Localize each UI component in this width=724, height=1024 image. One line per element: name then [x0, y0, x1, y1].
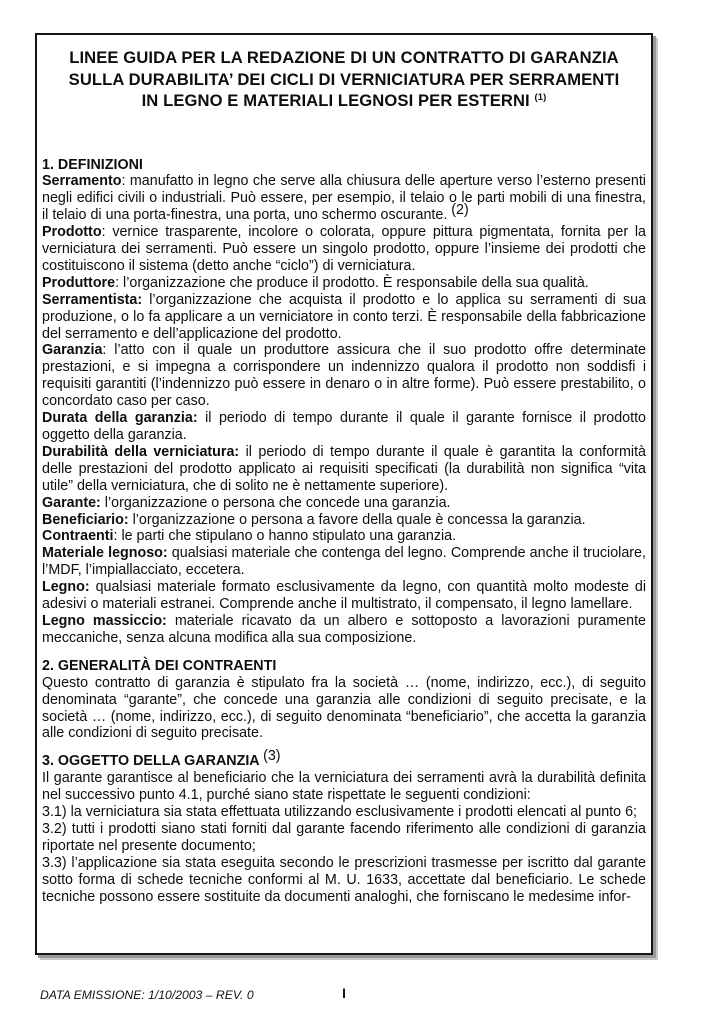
definition-paragraph [42, 224, 646, 275]
definition-term: Serramentista: [42, 291, 143, 308]
definition-paragraph [42, 275, 646, 292]
definition-term: Durabilità della verniciatura: [42, 443, 240, 460]
section-2-heading: 2. GENERALITÀ DEI CONTRAENTI [42, 657, 277, 674]
definition-text: : l’organizzazione che produce il prodotto. È responsabile della sua qualità. [115, 274, 589, 291]
definition-term: Beneficiario: [42, 511, 129, 528]
definition-text: l’organizzazione o persona che concede una garanzia. [100, 494, 451, 511]
definition-paragraph [42, 410, 646, 444]
definition-paragraph [42, 528, 646, 545]
definition-paragraph [42, 512, 646, 529]
definition-paragraph [42, 495, 646, 512]
section-1-heading: 1. DEFINIZIONI [42, 156, 143, 173]
definition-paragraph [42, 292, 646, 343]
footnote-ref-1: (1) [534, 92, 547, 103]
section-3-heading-text: 3. OGGETTO DELLA GARANZIA [42, 753, 260, 770]
definition-term: Materiale legnoso: [42, 545, 168, 562]
footnote-ref-2: (2) [451, 202, 469, 219]
section-3-paragraphs [42, 770, 646, 905]
definition-text: qualsiasi materiale che contenga del legno. Comprende anche il truciolare, l’MDF, l’impiallacciato, eccetera. [42, 545, 646, 579]
document-frame [35, 33, 653, 955]
definition-term: Garante: [42, 494, 101, 511]
definition-text: il periodo di tempo durante il quale è garantita la conformità delle prestazioni del prodotto applicato ai requisiti specificati (la durabilità non significa “vita utile” della verniciatura, che di solito ne è nettamente superiore). [42, 443, 646, 494]
footer-page-number: I [342, 986, 346, 1001]
definition-term: Legno massiccio: [42, 612, 167, 629]
definition-term: Legno: [42, 579, 90, 596]
title-line-1: LINEE GUIDA PER LA REDAZIONE DI UN CONTRATTO DI GARANZIA [69, 48, 619, 67]
definition-term: Serramento [42, 173, 122, 190]
definition-paragraph [42, 444, 646, 495]
definition-text: : vernice trasparente, incolore o colorata, oppure pittura pigmentata, fornita per la verniciatura dei serramenti. Può essere un singolo prodotto, oppure l’insieme dei prodotti che costituiscono il sistema (detto anche “ciclo”) di verniciatura. [42, 224, 646, 274]
section-3-heading [42, 748, 646, 770]
section-3-paragraph: 3.1) la verniciatura sia stata effettuata utilizzando esclusivamente i prodotti elencati al punto 6; [42, 804, 637, 821]
definition-text: qualsiasi materiale formato esclusivamente da legno, con quantità molto modeste di adesivi o materiali estranei. Comprende anche il multistrato, il compensato, il legno lamellare. [42, 579, 646, 613]
title-line-3-text: IN LEGNO E MATERIALI LEGNOSI PER ESTERNI [141, 91, 530, 110]
definition-term: Contraenti [42, 528, 114, 545]
definition-term: Produttore [42, 274, 116, 291]
footnote-ref-3: (3) [263, 748, 281, 765]
definitions-list [42, 173, 646, 646]
definition-paragraph [42, 173, 646, 224]
section-3-paragraph: Il garante garantisce al beneficiario che la verniciatura dei serramenti avrà la durabilità definita nel successivo punto 4.1, purché siano state rispettate le seguenti condizioni: [42, 770, 646, 804]
definition-term: Garanzia [42, 342, 103, 359]
definition-text: il periodo di tempo durante il quale il garante fornisce il prodotto oggetto della garanzia. [42, 410, 646, 443]
footer-emission-date: DATA EMISSIONE: 1/10/2003 – REV. 0 [40, 988, 254, 1002]
definition-text: : l’atto con il quale un produttore assicura che il suo prodotto offre determinate prestazioni, e si impegna a corrispondere un indennizzo qualora il prodotto non soddisfi i requisiti garantiti (l’indennizzo può essere in denaro o in altre forme). Può essere prestabilito, o concordato caso per caso. [42, 342, 646, 410]
definition-term: Prodotto [42, 224, 102, 241]
definition-paragraph [42, 613, 646, 647]
definition-text: materiale ricavato da un albero e sottoposto a lavorazioni puramente meccaniche, senza alcuna modifica alla sua composizione. [42, 612, 646, 646]
definition-text: : le parti che stipulano o hanno stipulato una garanzia. [113, 528, 457, 545]
definition-paragraph [42, 545, 646, 579]
document-title [42, 47, 646, 115]
section-2-paragraph: Questo contratto di garanzia è stipulato fra la società … (nome, indirizzo, ecc.), di seguito denominata “garante”, che concede una garanzia alle condizioni di seguito precisate, e la società … (nome, indirizzo, ecc.), di seguito denominata “beneficiario”, che accetta la garanzia alle condizioni di seguito precisate. [42, 674, 646, 742]
section-3-paragraph: 3.2) tutti i prodotti siano stati forniti dal garante facendo riferimento alle condizioni di garanzia riportate nel presente documento; [42, 820, 646, 854]
title-line-3 [42, 90, 646, 115]
definition-paragraph [42, 342, 646, 410]
definition-term: Durata della garanzia: [42, 410, 198, 427]
definition-paragraph [42, 579, 646, 613]
definition-text: l’organizzazione o persona a favore della quale è concessa la garanzia. [128, 511, 586, 528]
definition-text: l’organizzazione che acquista il prodotto e lo applica su serramenti di sua produzione, o lo fa applicare a un verniciatore in conto terzi. È responsabile della fabbricazione del serramento e dell’applicazione del prodotto. [42, 291, 646, 342]
definition-text: : manufatto in legno che serve alla chiusura delle aperture verso l’esterno presenti negli edifici civili o industriali. Può essere, per esempio, il telaio o le parti mobili di una finestra, il telaio di una porta-finestra, una porta, uno schermo oscurante. [42, 173, 646, 224]
title-line-2: SULLA DURABILITA’ DEI CICLI DI VERNICIATURA PER SERRAMENTI [68, 69, 620, 89]
section-3-paragraph: 3.3) l’applicazione sia stata eseguita secondo le prescrizioni trasmesse per iscritto dal garante sotto forma di schede tecniche conformi al M. U. 1633, accettate dal beneficiario. Le schede tecniche possono essere sostituite da documenti analoghi, che forniscano le medesime infor- [42, 854, 646, 905]
